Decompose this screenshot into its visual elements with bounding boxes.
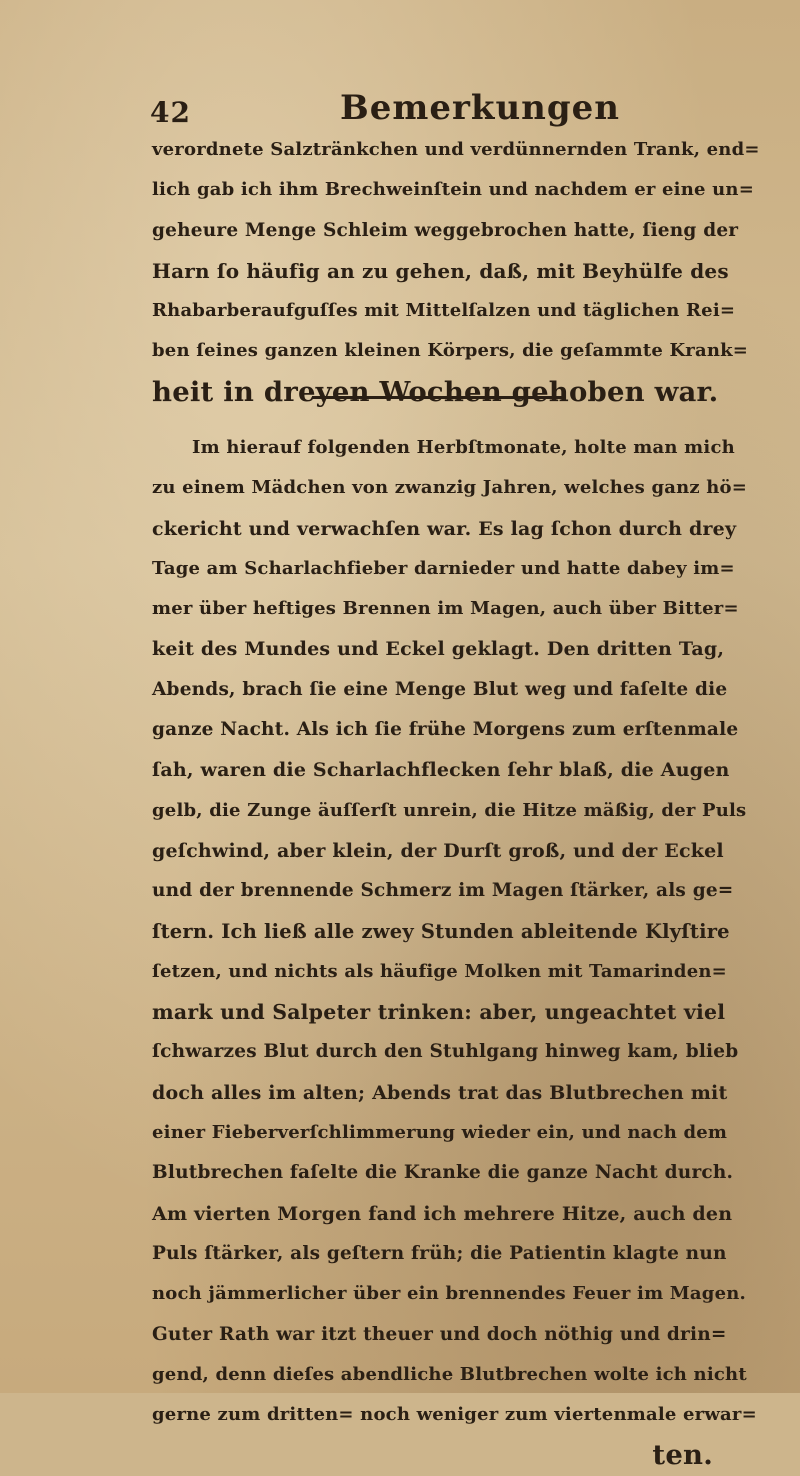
text-line: gend, denn dieſes abendliche Blutbrechen wolte ich nicht [152, 1363, 747, 1385]
text-line: Im hierauf folgenden Herbſtmonate, holte man mich [192, 437, 735, 458]
text-line: gelb, die Zunge äuſſerſt unrein, die Hitze mäßig, der Puls [152, 799, 747, 821]
text-line: einer Fieberverſchlimmerung wieder ein, und nach dem [152, 1122, 728, 1144]
text-line: geheure Menge Schleim weggebrochen hatte, ſieng der [152, 219, 739, 241]
text-line: Abends, brach ſie eine Menge Blut weg und faſelte die [152, 678, 728, 700]
text-line: Tage am Scharlachfieber darnieder und hatte dabey im= [152, 557, 735, 579]
running-head: Bemerkungen [340, 88, 621, 128]
text-line: heit in dreyen Wochen gehoben war. [152, 375, 719, 408]
text-line: Harn ſo häufig an zu gehen, daß, mit Beyhülfe des [152, 258, 729, 283]
text-line: keit des Mundes und Eckel geklagt. Den dritten Tag, [152, 638, 725, 661]
text-line: zu einem Mädchen von zwanzig Jahren, welches ganz hö= [152, 477, 748, 499]
text-line: Puls ſtärker, als geſtern früh; die Patientin klagte nun [152, 1242, 727, 1264]
text-line: geſchwind, aber klein, der Durſt groß, und der Eckel [152, 839, 724, 862]
text-line: gerne zum dritten= noch weniger zum viertenmale erwar= [152, 1404, 757, 1426]
text-line: ckericht und verwachſen war. Es lag ſchon durch drey [152, 517, 737, 540]
text-line: Am vierten Morgen fand ich mehrere Hitze, auch den [152, 1202, 733, 1225]
text-line: Blutbrechen faſelte die Kranke die ganze Nacht durch. [152, 1162, 734, 1184]
text-line: Guter Rath war itzt theuer und doch nöthig und drin= [152, 1323, 727, 1345]
text-line: mark und Salpeter trinken: aber, ungeachtet viel [152, 1000, 726, 1025]
text-line: verordnete Salztränkchen und verdünnernden Trank, end= [152, 139, 760, 160]
text-line: ben ſeines ganzen kleinen Körpers, die geſammte Krank= [152, 340, 749, 362]
text-line: lich gab ich ihm Brechweinſtein und nachdem er eine un= [152, 179, 754, 201]
catchword: ten. [652, 1439, 713, 1472]
text-line: ſah, waren die Scharlachflecken ſehr blaß, die Augen [152, 759, 730, 782]
text-line: ſchwarzes Blut durch den Stuhlgang hinweg kam, blieb [152, 1041, 739, 1063]
text-line: Rhabarberaufguſſes mit Mittelſalzen und täglichen Rei= [152, 300, 736, 322]
text-line: doch alles im alten; Abends trat das Blutbrechen mit [152, 1081, 728, 1104]
page-number: 42 [150, 96, 191, 129]
text-line: mer über heftiges Brennen im Magen, auch über Bitter= [152, 598, 739, 620]
text-line: und der brennende Schmerz im Magen ſtärker, als ge= [152, 880, 734, 902]
section-divider [312, 396, 562, 399]
text-line: ganze Nacht. Als ich ſie frühe Morgens zum erſtenmale [152, 719, 739, 741]
text-line: noch jämmerlicher über ein brennendes Feuer im Magen. [152, 1283, 746, 1305]
text-line: ſetzen, und nichts als häufige Molken mit Tamarinden= [152, 960, 727, 982]
paragraph-1 [152, 130, 760, 412]
text-line: ſtern. Ich ließ alle zwey Stunden ableitende Klyſtire [152, 919, 730, 943]
paragraph-2 [152, 428, 757, 1476]
